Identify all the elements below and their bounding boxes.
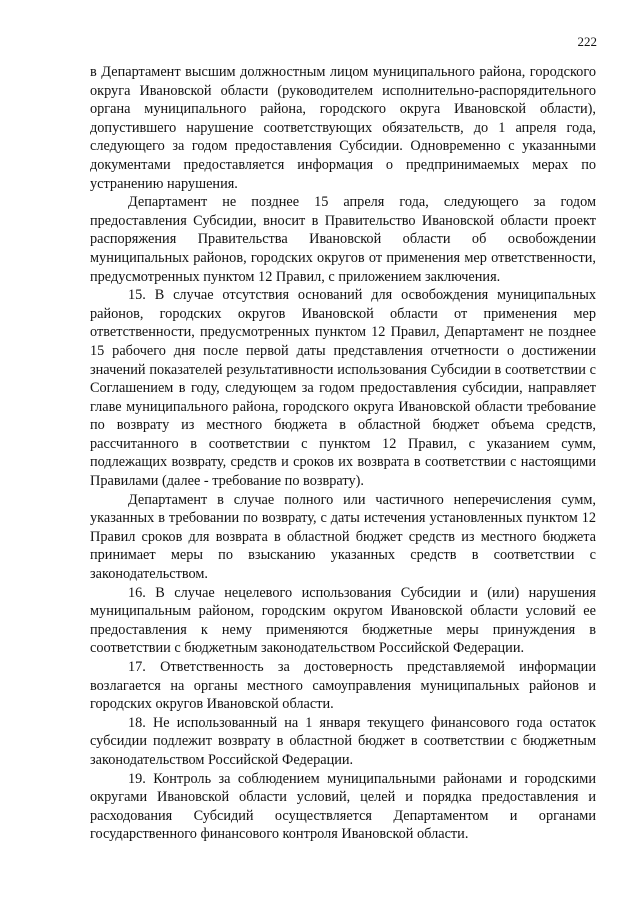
page-number: 222 [577,34,597,49]
paragraph-item-19: 19. Контроль за соблюдением муниципальными районами и городскими округами Ивановской области условий, целей и порядка предоставления и расходования Субсидий осуществляется Департаментом и органами государственного финансового контроля Ивановской области. [90,770,596,843]
paragraph-continuation: в Департамент высшим должностным лицом муниципального района, городского округа Ивановской области (руководителем исполнительно-распорядительного органа муниципального района, городского округа Ивановской области), допустившего нарушение соответствующих обязательств, до 1 апреля года, следующего за годом предоставления Субсидии. Одновременно с указанными документами предоставляется информация о предпринимаемых мерах по устранению нарушения. [90,64,596,192]
paragraph-refund-measures: Департамент в случае полного или частичного неперечисления сумм, указанных в требовании по возврату, с даты истечения установленных пунктом 12 Правил сроков для возврата в областной бюджет средств из местного бюджета принимает меры по взысканию указанных средств в соответствии с законодательством. [90,491,596,583]
paragraph-item-15: 15. В случае отсутствия оснований для освобождения муниципальных районов, городских округов Ивановской области от применения мер ответственности, предусмотренных пунктом 12 Правил, Департамент не позднее 15 рабочего дня после первой даты представления отчетности о достижении значений показателей результативности использования Субсидии в соответствии с Соглашением в году, следующем за годом предоставления субсидии, направляет главе муниципального района, городского округа Ивановской области требование по возврату из местного бюджета в областной бюджет объема средств, рассчитанного в соответствии с пунктом 12 Правил, с указанием сумм, подлежащих возврату, средств и сроков их возврата в соответствии с настоящими Правилами (далее - требование по возврату). [90,287,596,490]
document-body [90,63,596,844]
paragraph-item-17: 17. Ответственность за достоверность представляемой информации возлагается на органы местного самоуправления муниципальных районов и городских округов Ивановской области. [90,659,596,713]
paragraph-item-18: 18. Не использованный на 1 января текущего финансового года остаток субсидии подлежит возврату в областной бюджет в соответствии с бюджетным законодательством Российской Федерации. [90,714,596,768]
paragraph-item-16: 16. В случае нецелевого использования Субсидии и (или) нарушения муниципальным районом, городским округом Ивановской области условий ее предоставления к нему применяются бюджетные меры принуждения в соответствии с бюджетным законодательством Российской Федерации. [90,584,596,657]
paragraph-department-deadline: Департамент не позднее 15 апреля года, следующего за годом предоставления Субсидии, вносит в Правительство Ивановской области проект распоряжения Правительства Ивановской области об освобождении муниципальных районов, городских округов от применения мер ответственности, предусмотренных пунктом 12 Правил, с приложением заключения. [90,194,596,285]
